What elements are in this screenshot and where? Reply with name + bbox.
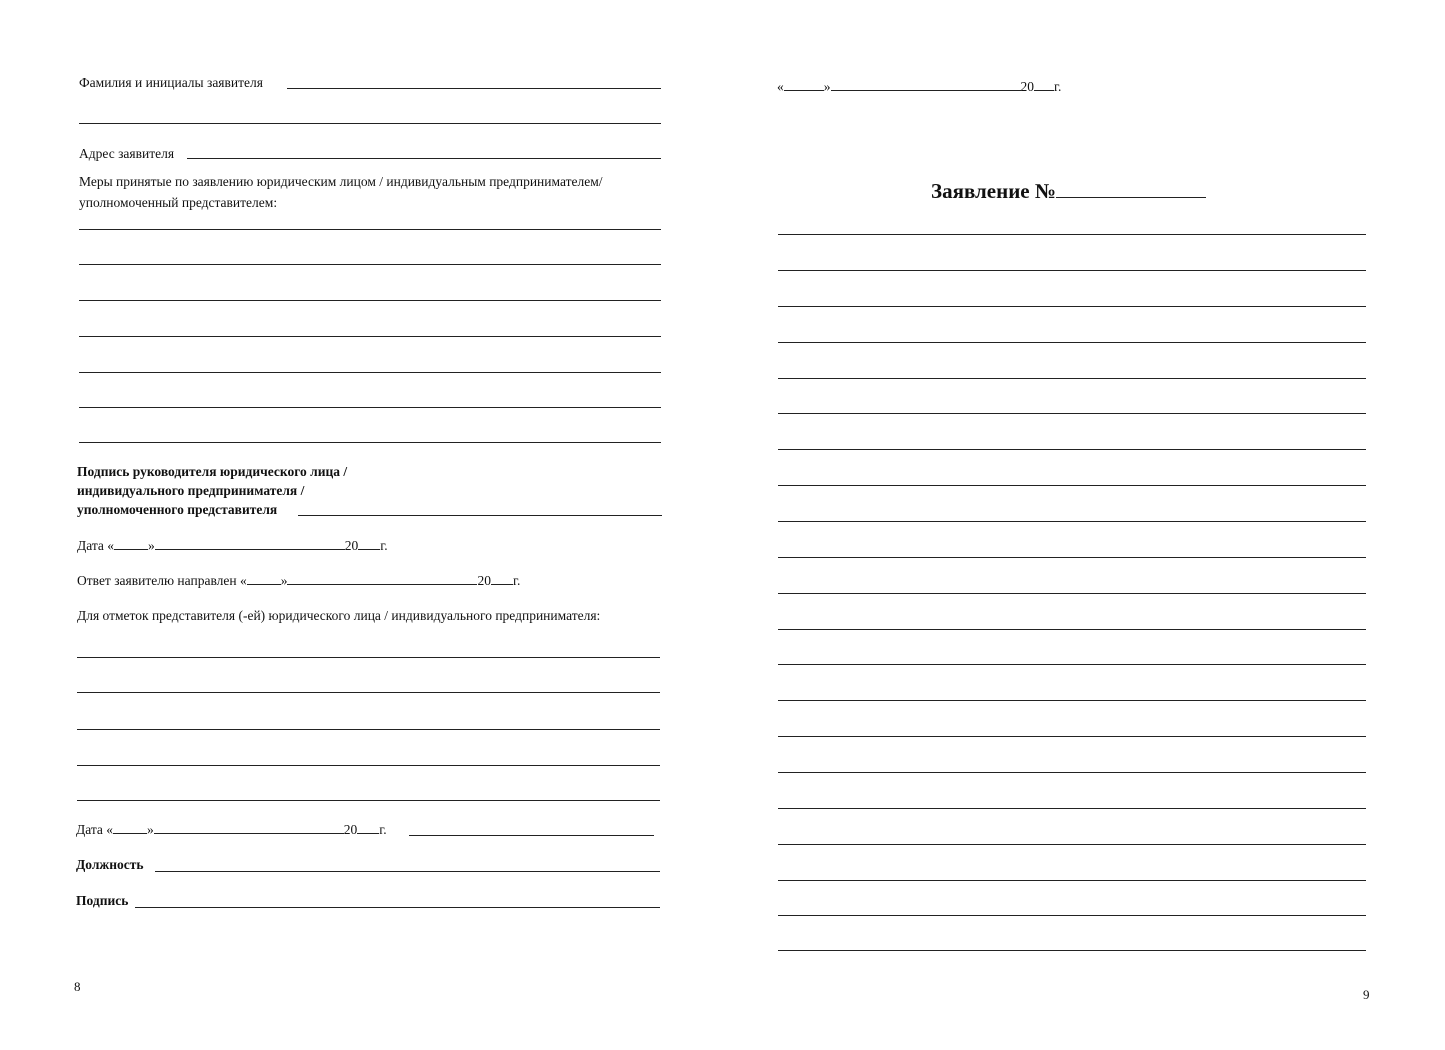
date-row-1 (77, 538, 388, 554)
body-line-17[interactable] (778, 808, 1366, 809)
body-line-12[interactable] (778, 629, 1366, 630)
quote-close: » (147, 822, 154, 837)
applicant-name-field-line2[interactable] (79, 123, 661, 124)
year-suffix: г. (1054, 79, 1062, 94)
date2-year-field[interactable] (357, 822, 379, 834)
position-field[interactable] (155, 871, 660, 872)
reply-sent-label: Ответ заявителю направлен (77, 573, 237, 588)
year-suffix: г. (380, 538, 388, 553)
measures-label-line2: уполномоченный представителем: (79, 195, 278, 210)
signature-label-line3: уполномоченного представителя (77, 502, 278, 517)
date-label: Дата (77, 538, 104, 553)
body-line-19[interactable] (778, 880, 1366, 881)
document-title (931, 178, 1206, 204)
body-line-21[interactable] (778, 950, 1366, 951)
measures-line-2[interactable] (79, 264, 661, 265)
notes-label: Для отметок представителя (-ей) юридического лица / индивидуального предпринимателя: (77, 608, 601, 623)
date2-extra-field[interactable] (409, 835, 654, 836)
body-line-5[interactable] (778, 378, 1366, 379)
body-line-18[interactable] (778, 844, 1366, 845)
measures-line-5[interactable] (79, 372, 661, 373)
quote-close: » (280, 573, 288, 588)
body-line-20[interactable] (778, 915, 1366, 916)
applicant-name-label: Фамилия и инициалы заявителя (79, 75, 263, 90)
date2-day-field[interactable] (113, 822, 147, 834)
date2-month-field[interactable] (154, 822, 344, 834)
body-line-7[interactable] (778, 449, 1366, 450)
quote-open: « (777, 79, 784, 94)
year-prefix: 20 (344, 538, 359, 553)
notes-line-5[interactable] (77, 800, 660, 801)
left-page (0, 0, 722, 1050)
body-line-1[interactable] (778, 234, 1366, 235)
notes-line-2[interactable] (77, 692, 660, 693)
sign-field[interactable] (135, 907, 660, 908)
application-number-field[interactable] (1056, 179, 1206, 198)
top-day-field[interactable] (784, 79, 824, 91)
year-suffix: г. (379, 822, 387, 837)
body-line-13[interactable] (778, 664, 1366, 665)
sign-label: Подпись (76, 893, 129, 908)
body-line-10[interactable] (778, 557, 1366, 558)
signature-field[interactable] (298, 515, 662, 516)
applicant-address-label: Адрес заявителя (79, 146, 175, 161)
body-line-4[interactable] (778, 342, 1366, 343)
reply-month-field[interactable] (287, 573, 477, 585)
body-line-9[interactable] (778, 521, 1366, 522)
right-page (722, 0, 1445, 1050)
top-year-field[interactable] (1034, 79, 1054, 91)
page-number-right: 9 (1363, 987, 1370, 1002)
quote-close: » (823, 79, 831, 94)
date-year-field[interactable] (358, 538, 380, 550)
reply-day-field[interactable] (247, 573, 281, 585)
measures-label-line1: Меры принятые по заявлению юридическим лицом / индивидуальным предпринимателем/ (79, 174, 603, 189)
quote-open: « (106, 822, 114, 837)
position-label: Должность (76, 857, 144, 872)
body-line-3[interactable] (778, 306, 1366, 307)
measures-line-7[interactable] (79, 442, 661, 443)
measures-line-6[interactable] (79, 407, 661, 408)
page-number-left: 8 (74, 979, 81, 994)
year-prefix: 20 (477, 573, 491, 588)
applicant-address-field[interactable] (187, 158, 661, 159)
quote-close: » (148, 538, 155, 553)
quote-open: « (239, 573, 247, 588)
measures-line-3[interactable] (79, 300, 661, 301)
notes-line-1[interactable] (77, 657, 660, 658)
body-line-11[interactable] (778, 593, 1366, 594)
year-suffix: г. (512, 573, 521, 588)
body-line-2[interactable] (778, 270, 1366, 271)
signature-label-line1: Подпись руководителя юридического лица / (77, 464, 348, 479)
top-month-field[interactable] (831, 79, 1021, 91)
date-label: Дата (76, 822, 103, 837)
body-line-6[interactable] (778, 413, 1366, 414)
body-line-15[interactable] (778, 736, 1366, 737)
body-line-8[interactable] (778, 485, 1366, 486)
notes-line-3[interactable] (77, 729, 660, 730)
applicant-name-field[interactable] (287, 88, 661, 89)
date-day-field[interactable] (114, 538, 148, 550)
year-prefix: 20 (1020, 79, 1034, 94)
reply-sent-row (77, 573, 520, 589)
body-line-16[interactable] (778, 772, 1366, 773)
date-row-2 (76, 822, 387, 838)
signature-label-line2: индивидуального предпринимателя / (77, 483, 305, 498)
measures-line-4[interactable] (79, 336, 661, 337)
year-prefix: 20 (343, 822, 358, 837)
reply-year-field[interactable] (491, 573, 513, 585)
measures-line-1[interactable] (79, 229, 661, 230)
body-line-14[interactable] (778, 700, 1366, 701)
date-row-top (777, 79, 1061, 95)
notes-line-4[interactable] (77, 765, 660, 766)
quote-open: « (107, 538, 115, 553)
title-text: Заявление № (931, 179, 1056, 203)
date-month-field[interactable] (155, 538, 345, 550)
